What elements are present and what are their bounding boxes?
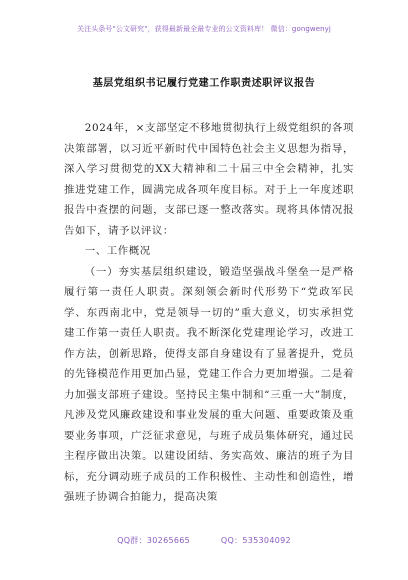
footer-qq: QQ：535304092 bbox=[220, 536, 291, 545]
document-body bbox=[64, 118, 354, 508]
paragraph-body: （一）夯实基层组织建设，锻造坚强战斗堡垒一是严格履行第一责任人职责。深刻领会新时代形势下“党政军民学、东西南北中，党是领导一切的”重大意义，切实承担党建工作第一责任人职责。我不断深化党建理论学习，改进工作方法，创新思路，使得支部自身建设有了显著提升，党员的先锋模范作用更加凸显，党建工作合力更加增强。二是着力加强支部班子建设。坚持民主集中制和“三重一大”制度，凡涉及党风廉政建设和事业发展的重大问题、重要政策及重要业务事项，广泛征求意见，与班子成员集体研究，通过民主程序做出决策。以建设团结、务实高效、廉洁的班子为目标，充分调动班子成员的工作积极性、主动性和创造性，增强班子协调合拍能力，提高决策 bbox=[64, 265, 354, 503]
document-title: 基层党组织书记履行党建工作职责述职评议报告 bbox=[92, 78, 316, 89]
paragraph-intro: 2024年，×支部坚定不移地贯彻执行上级党组织的各项决策部署，以习近平新时代中国特色社会主义思想为指导，深入学习贯彻党的XX大精神和二十届三中全会精神，扎实推进党建工作，圆满完成各项年度目标。对于上一年度述职报告中查摆的问题，支部已逐一整改落实。现将具体情况报告如下，请予以评议： bbox=[64, 122, 354, 237]
header-promo-text: 关注头条号"公文研究"，获得最新最全最专业的公文资料库！ 微信：gongwenyj bbox=[77, 25, 331, 33]
footer-contact bbox=[0, 535, 408, 546]
footer-qq-group: QQ群：30265665 bbox=[117, 536, 191, 545]
section-heading: 一、工作概况 bbox=[84, 245, 151, 257]
